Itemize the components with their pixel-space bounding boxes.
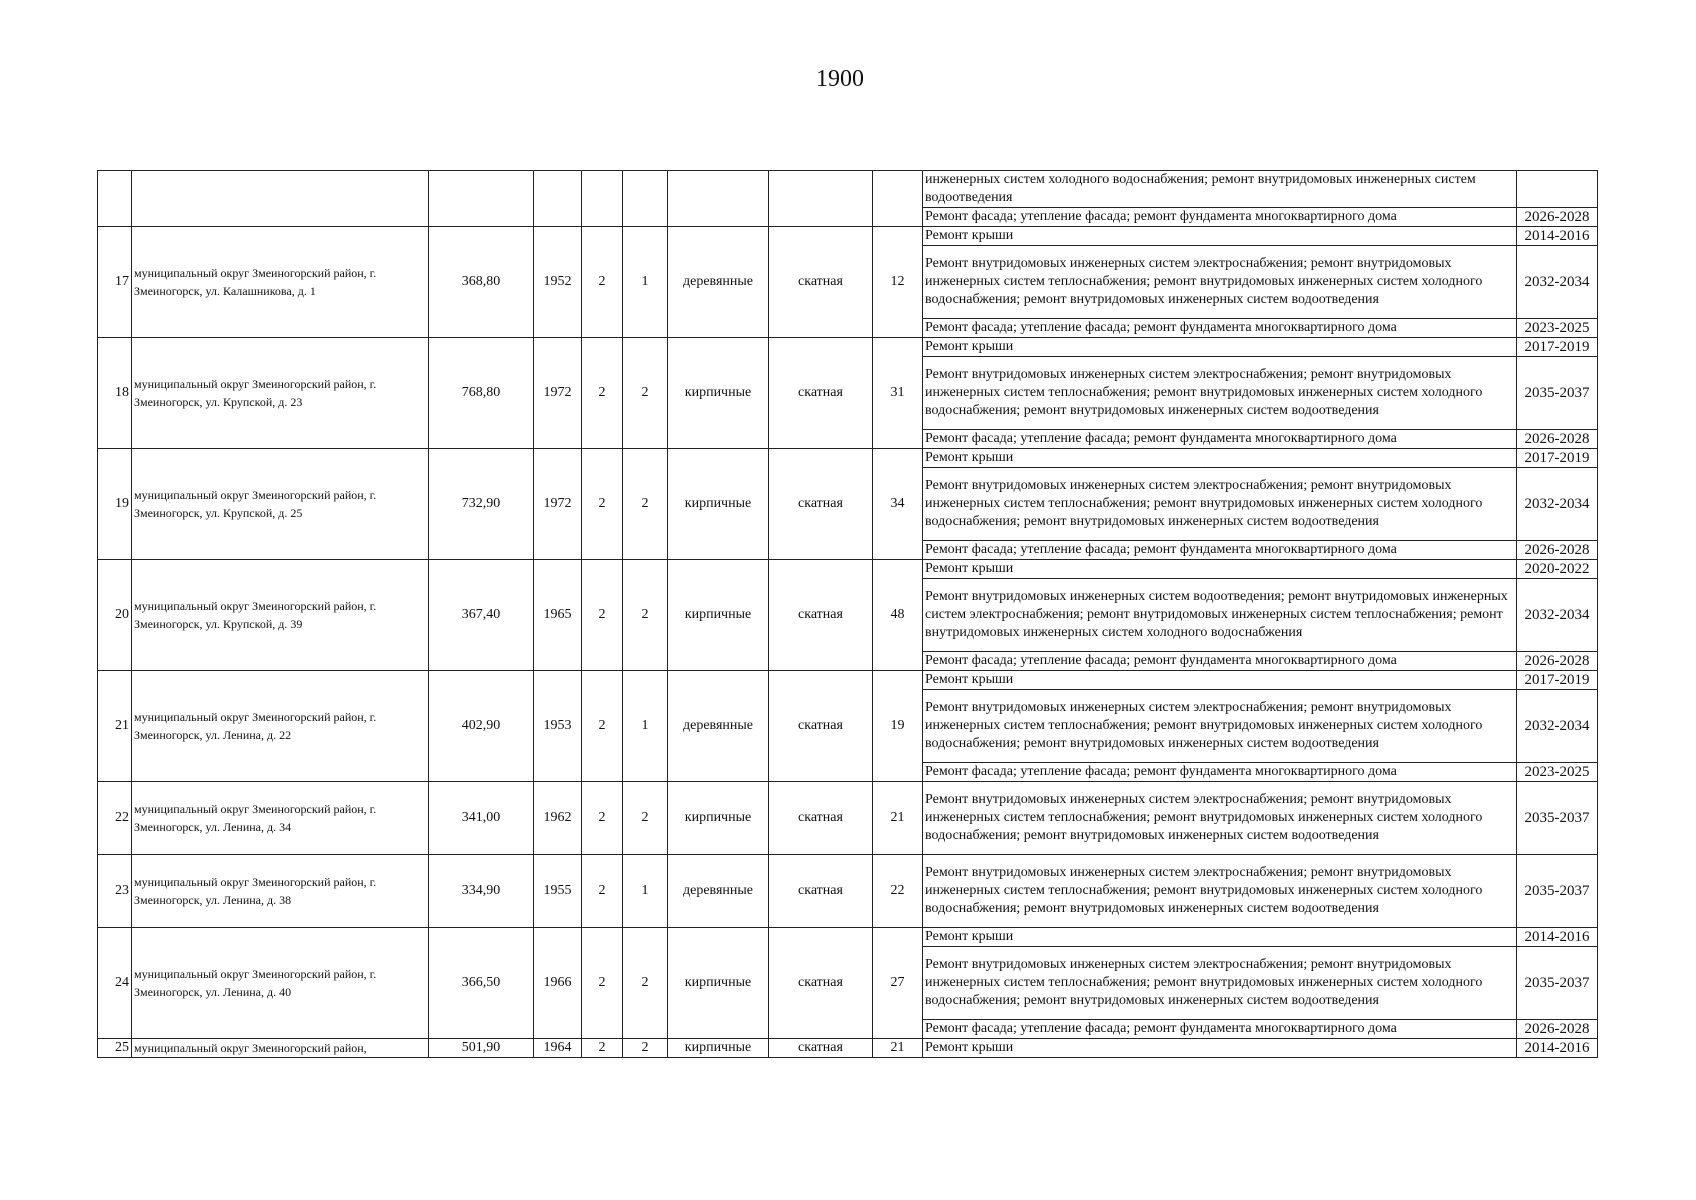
row-number: 18: [98, 338, 132, 449]
empty-cell: [873, 171, 923, 227]
roof-type: скатная: [769, 449, 873, 560]
work-period: 2032-2034: [1517, 579, 1598, 652]
work-period: 2017-2019: [1517, 671, 1598, 690]
work-period: 2017-2019: [1517, 338, 1598, 357]
floors-count: 2: [582, 782, 623, 855]
work-description: Ремонт внутридомовых инженерных систем электроснабжения; ремонт внутридомовых инженерных систем теплоснабжения; ремонт внутридомовых инженерных систем холодного водоснабжения; ремонт внутридомовых инженерных систем водоотведения: [923, 855, 1517, 928]
work-period: 2026-2028: [1517, 430, 1598, 449]
residents-count: 34: [873, 449, 923, 560]
work-period: 2035-2037: [1517, 357, 1598, 430]
page-number: 1900: [816, 66, 864, 92]
floors-count: 2: [582, 671, 623, 782]
house-address: муниципальный округ Змеиногорский район, г. Змеиногорск, ул. Крупской, д. 39: [132, 560, 429, 671]
residents-count: 21: [873, 782, 923, 855]
work-description: Ремонт внутридомовых инженерных систем электроснабжения; ремонт внутридомовых инженерных систем теплоснабжения; ремонт внутридомовых инженерных систем холодного водоснабжения; ремонт внутридомовых инженерных систем водоотведения: [923, 690, 1517, 763]
roof-type: скатная: [769, 227, 873, 338]
house-address: муниципальный округ Змеиногорский район, г. Змеиногорск, ул. Ленина, д. 38: [132, 855, 429, 928]
work-period: 2035-2037: [1517, 855, 1598, 928]
empty-cell: [132, 171, 429, 227]
table-row: [98, 560, 1598, 579]
total-area: 732,90: [429, 449, 534, 560]
build-year: 1965: [534, 560, 582, 671]
table-row: [98, 671, 1598, 690]
entrances-count: 2: [623, 782, 668, 855]
build-year: 1962: [534, 782, 582, 855]
empty-cell: [429, 171, 534, 227]
work-description: Ремонт крыши: [923, 227, 1517, 246]
house-address: муниципальный округ Змеиногорский район, г. Змеиногорск, ул. Ленина, д. 22: [132, 671, 429, 782]
wall-material: кирпичные: [668, 338, 769, 449]
work-description: Ремонт крыши: [923, 928, 1517, 947]
residents-count: 12: [873, 227, 923, 338]
table-row: [98, 782, 1598, 855]
total-area: 367,40: [429, 560, 534, 671]
work-period: 2035-2037: [1517, 782, 1598, 855]
work-description: Ремонт внутридомовых инженерных систем электроснабжения; ремонт внутридомовых инженерных систем теплоснабжения; ремонт внутридомовых инженерных систем холодного водоснабжения; ремонт внутридомовых инженерных систем водоотведения: [923, 357, 1517, 430]
empty-cell: [534, 171, 582, 227]
residents-count: 48: [873, 560, 923, 671]
build-year: 1964: [534, 1039, 582, 1058]
residents-count: 31: [873, 338, 923, 449]
work-description: Ремонт фасада; утепление фасада; ремонт фундамента многоквартирного дома: [923, 319, 1517, 338]
work-period: 2032-2034: [1517, 690, 1598, 763]
entrances-count: 1: [623, 855, 668, 928]
build-year: 1972: [534, 338, 582, 449]
wall-material: деревянные: [668, 227, 769, 338]
work-description: Ремонт крыши: [923, 671, 1517, 690]
roof-type: скатная: [769, 560, 873, 671]
work-period: 2032-2034: [1517, 246, 1598, 319]
floors-count: 2: [582, 338, 623, 449]
empty-cell: [98, 171, 132, 227]
house-address: муниципальный округ Змеиногорский район, г. Змеиногорск, ул. Калашникова, д. 1: [132, 227, 429, 338]
entrances-count: 2: [623, 928, 668, 1039]
row-number: 17: [98, 227, 132, 338]
entrances-count: 2: [623, 449, 668, 560]
roof-type: скатная: [769, 855, 873, 928]
work-period: 2032-2034: [1517, 468, 1598, 541]
row-number: 22: [98, 782, 132, 855]
table-row: [98, 171, 1598, 208]
build-year: 1955: [534, 855, 582, 928]
floors-count: 2: [582, 449, 623, 560]
work-period: 2014-2016: [1517, 928, 1598, 947]
floors-count: 2: [582, 928, 623, 1039]
work-description: Ремонт крыши: [923, 449, 1517, 468]
residents-count: 22: [873, 855, 923, 928]
table-row: [98, 1039, 1598, 1058]
residents-count: 19: [873, 671, 923, 782]
work-period: 2014-2016: [1517, 227, 1598, 246]
row-number: 20: [98, 560, 132, 671]
total-area: 768,80: [429, 338, 534, 449]
build-year: 1952: [534, 227, 582, 338]
entrances-count: 2: [623, 1039, 668, 1058]
roof-type: скатная: [769, 1039, 873, 1058]
work-description: Ремонт фасада; утепление фасада; ремонт фундамента многоквартирного дома: [923, 208, 1517, 227]
wall-material: деревянные: [668, 671, 769, 782]
work-description: Ремонт фасада; утепление фасада; ремонт фундамента многоквартирного дома: [923, 763, 1517, 782]
entrances-count: 2: [623, 560, 668, 671]
floors-count: 2: [582, 855, 623, 928]
work-description: Ремонт внутридомовых инженерных систем электроснабжения; ремонт внутридомовых инженерных систем теплоснабжения; ремонт внутридомовых инженерных систем холодного водоснабжения; ремонт внутридомовых инженерных систем водоотведения: [923, 947, 1517, 1020]
wall-material: кирпичные: [668, 782, 769, 855]
house-address: муниципальный округ Змеиногорский район, г. Змеиногорск, ул. Крупской, д. 25: [132, 449, 429, 560]
floors-count: 2: [582, 227, 623, 338]
work-period: 2023-2025: [1517, 319, 1598, 338]
table-row: [98, 338, 1598, 357]
work-period: 2026-2028: [1517, 652, 1598, 671]
wall-material: кирпичные: [668, 1039, 769, 1058]
build-year: 1972: [534, 449, 582, 560]
floors-count: 2: [582, 560, 623, 671]
work-description: Ремонт фасада; утепление фасада; ремонт фундамента многоквартирного дома: [923, 541, 1517, 560]
entrances-count: 1: [623, 227, 668, 338]
residents-count: 27: [873, 928, 923, 1039]
work-period: 2026-2028: [1517, 1020, 1598, 1039]
residents-count: 21: [873, 1039, 923, 1058]
house-address: муниципальный округ Змеиногорский район, г. Змеиногорск, ул. Крупской, д. 23: [132, 338, 429, 449]
work-period: 2023-2025: [1517, 763, 1598, 782]
work-description: Ремонт крыши: [923, 1039, 1517, 1058]
floors-count: 2: [582, 1039, 623, 1058]
house-address: муниципальный округ Змеиногорский район,: [132, 1039, 429, 1058]
entrances-count: 1: [623, 671, 668, 782]
work-description: Ремонт внутридомовых инженерных систем водоотведения; ремонт внутридомовых инженерных систем электроснабжения; ремонт внутридомовых инженерных систем теплоснабжения; ремонт внутридомовых инженерных систем холодного водоснабжения: [923, 579, 1517, 652]
work-period: 2020-2022: [1517, 560, 1598, 579]
table-row: [98, 227, 1598, 246]
total-area: 402,90: [429, 671, 534, 782]
work-period: 2017-2019: [1517, 449, 1598, 468]
build-year: 1966: [534, 928, 582, 1039]
row-number: 25: [98, 1039, 132, 1058]
entrances-count: 2: [623, 338, 668, 449]
house-address: муниципальный округ Змеиногорский район, г. Змеиногорск, ул. Ленина, д. 34: [132, 782, 429, 855]
work-period: 2035-2037: [1517, 947, 1598, 1020]
work-period: [1517, 171, 1598, 208]
wall-material: кирпичные: [668, 560, 769, 671]
total-area: 366,50: [429, 928, 534, 1039]
work-description: Ремонт внутридомовых инженерных систем электроснабжения; ремонт внутридомовых инженерных систем теплоснабжения; ремонт внутридомовых инженерных систем холодного водоснабжения; ремонт внутридомовых инженерных систем водоотведения: [923, 782, 1517, 855]
work-description: инженерных систем холодного водоснабжения; ремонт внутридомовых инженерных систем водоотведения: [923, 171, 1517, 208]
row-number: 23: [98, 855, 132, 928]
work-period: 2014-2016: [1517, 1039, 1598, 1058]
housing-registry-table: [97, 170, 1598, 1058]
row-number: 21: [98, 671, 132, 782]
empty-cell: [623, 171, 668, 227]
work-description: Ремонт фасада; утепление фасада; ремонт фундамента многоквартирного дома: [923, 1020, 1517, 1039]
roof-type: скатная: [769, 671, 873, 782]
work-description: Ремонт внутридомовых инженерных систем электроснабжения; ремонт внутридомовых инженерных систем теплоснабжения; ремонт внутридомовых инженерных систем холодного водоснабжения; ремонт внутридомовых инженерных систем водоотведения: [923, 468, 1517, 541]
table-row: [98, 928, 1598, 947]
work-description: Ремонт внутридомовых инженерных систем электроснабжения; ремонт внутридомовых инженерных систем теплоснабжения; ремонт внутридомовых инженерных систем холодного водоснабжения; ремонт внутридомовых инженерных систем водоотведения: [923, 246, 1517, 319]
table-row: [98, 449, 1598, 468]
row-number: 24: [98, 928, 132, 1039]
total-area: 341,00: [429, 782, 534, 855]
work-description: Ремонт фасада; утепление фасада; ремонт фундамента многоквартирного дома: [923, 652, 1517, 671]
work-description: Ремонт крыши: [923, 560, 1517, 579]
work-period: 2026-2028: [1517, 541, 1598, 560]
house-address: муниципальный округ Змеиногорский район, г. Змеиногорск, ул. Ленина, д. 40: [132, 928, 429, 1039]
total-area: 368,80: [429, 227, 534, 338]
roof-type: скатная: [769, 782, 873, 855]
work-period: 2026-2028: [1517, 208, 1598, 227]
row-number: 19: [98, 449, 132, 560]
wall-material: кирпичные: [668, 449, 769, 560]
roof-type: скатная: [769, 338, 873, 449]
table-row: [98, 855, 1598, 928]
empty-cell: [582, 171, 623, 227]
work-description: Ремонт крыши: [923, 338, 1517, 357]
wall-material: кирпичные: [668, 928, 769, 1039]
wall-material: деревянные: [668, 855, 769, 928]
work-description: Ремонт фасада; утепление фасада; ремонт фундамента многоквартирного дома: [923, 430, 1517, 449]
total-area: 334,90: [429, 855, 534, 928]
empty-cell: [769, 171, 873, 227]
roof-type: скатная: [769, 928, 873, 1039]
empty-cell: [668, 171, 769, 227]
build-year: 1953: [534, 671, 582, 782]
total-area: 501,90: [429, 1039, 534, 1058]
